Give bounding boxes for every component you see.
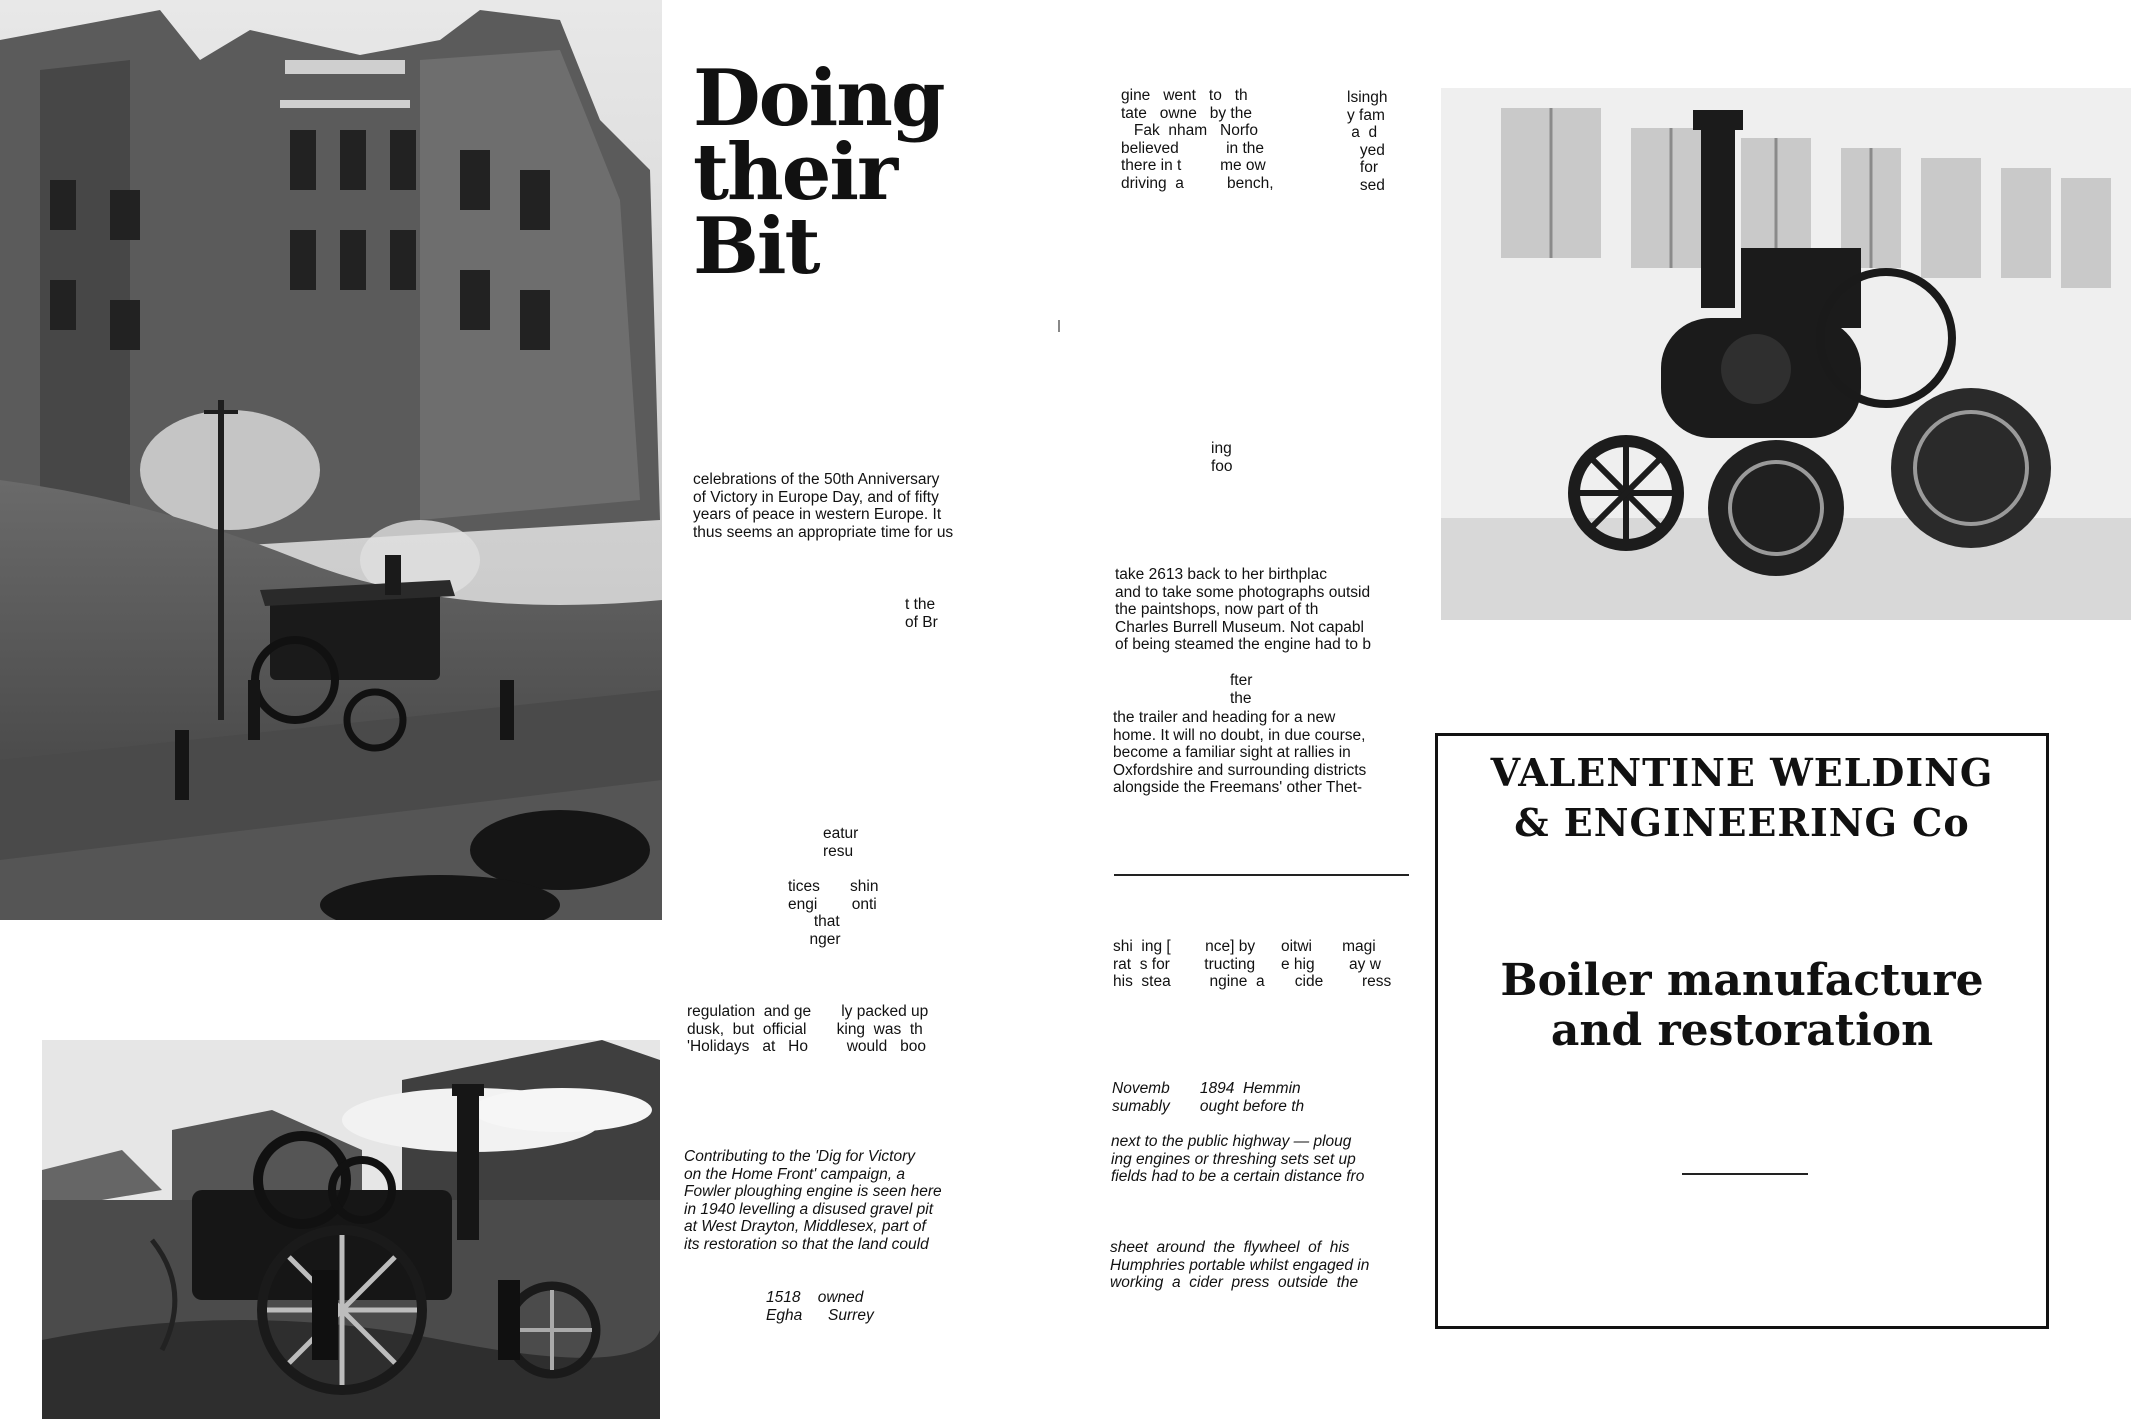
column-rule — [1114, 874, 1409, 876]
col3-fragment-ing: ing foo — [1211, 440, 1233, 475]
headline-line-3: Bit — [693, 201, 819, 292]
col3-italic-b: next to the public highway — ploug ing engines or threshing sets set up fields had to be a certain distance fro — [1111, 1133, 1365, 1185]
photo-burrell-engine — [1441, 88, 2131, 620]
advert-company-name: VALENTINE WELDING & ENGINEERING Co — [1490, 750, 1994, 845]
text-fragment-c: eatur resu — [823, 825, 859, 860]
col3-trailer-paragraph: the trailer and heading for a new home. It will no doubt, in due course, become a familiar sight at rallies in Oxfordshire and surrounding districts alongside the Freemans' other Thet- — [1113, 709, 1367, 796]
col3-main-paragraph: take 2613 back to her birthplac and to take some photographs outsid the paintshops, now part of th Charles Burrell Museum. Not capabl of being steamed the engine had to b — [1115, 566, 1371, 653]
text-fragment-b: t the of Br — [905, 596, 938, 631]
col3-top-b: lsingh y fam a d yed for sed — [1347, 89, 1388, 194]
photo-caption-plough: Contributing to the 'Dig for Victory on the Home Front' campaign, a Fowler ploughing engine is seen here in 1940 levelling a disused gravel pit at West Drayton, Middlesex, part of its restoration so that the land could — [684, 1148, 942, 1253]
photo-bombed-building — [0, 0, 662, 920]
photo-ploughing-engine — [42, 1040, 660, 1419]
text-fragment-d: tices shin engi onti that nger — [788, 878, 879, 948]
intro-paragraph: celebrations of the 50th Anniversary of Victory in Europe Day, and of fifty years of peace in western Europe. It thus seems an appropriate time for us — [693, 471, 954, 541]
fold-mark — [1058, 320, 1060, 332]
col3-top-a: gine went to th tate owne by the Fak nham Norfo believed in the there in t me ow driving a bench, — [1121, 87, 1274, 192]
text-fragment-e: regulation and ge ly packed up dusk, but official king was th 'Holidays at Ho would boo — [687, 1003, 929, 1055]
photo-caption-plough-fragment: 1518 owned Egha Surrey — [766, 1289, 874, 1324]
headline-line-1: Doing — [693, 53, 944, 144]
advert-services: Boiler manufacture and restoration — [1500, 955, 1984, 1056]
col3-italic-c: sheet around the flywheel of his Humphries portable whilst engaged in working a cider press outside the — [1110, 1239, 1370, 1291]
col3-italic-a: Novemb 1894 Hemmin sumably ought before th — [1112, 1080, 1305, 1115]
advert-divider — [1682, 1173, 1808, 1175]
headline-line-2: their — [693, 127, 897, 218]
col3-fragment-fter: fter the — [1230, 672, 1253, 707]
headline — [693, 53, 1013, 292]
col3-fragment-shi: shi ing [ nce] by oitwi magi rat s for tructing e hig ay w his stea ngine a cide ress — [1113, 938, 1392, 990]
advert-box — [1435, 733, 2049, 1329]
